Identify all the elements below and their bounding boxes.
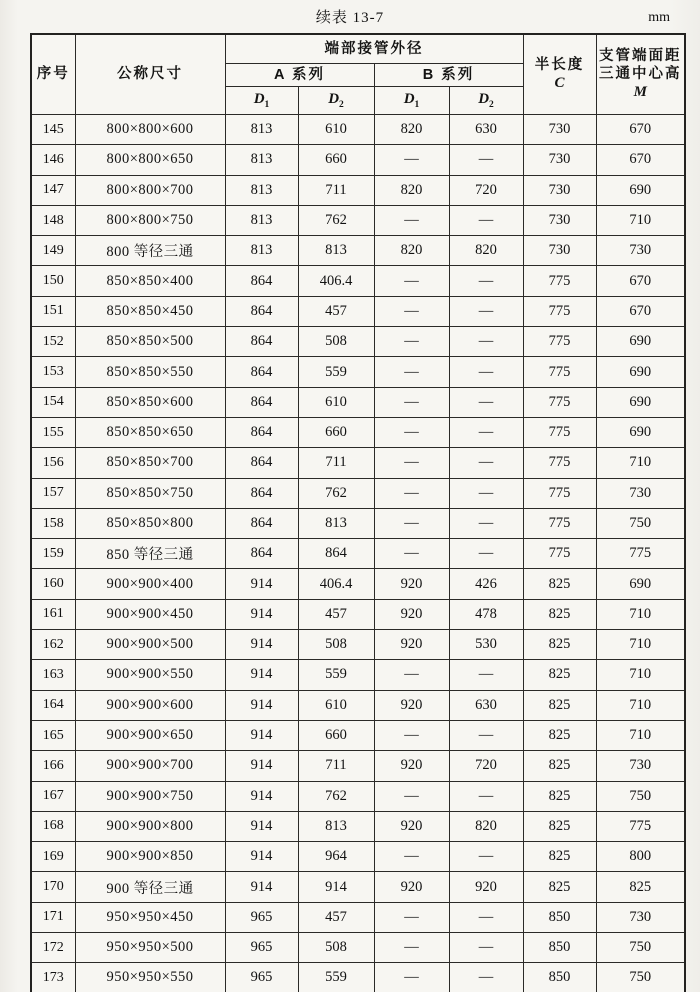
cell-half-length: 825: [523, 599, 596, 629]
cell-nominal-size: 950×950×500: [75, 933, 225, 963]
cell-a-d2: 508: [298, 933, 374, 963]
cell-a-d1: 813: [225, 115, 298, 145]
table-row: [31, 205, 685, 235]
cell-a-d1: 864: [225, 417, 298, 447]
cell-a-d1: 914: [225, 781, 298, 811]
cell-nominal-size: 800 等径三通: [75, 236, 225, 266]
table-row: [31, 811, 685, 841]
cell-m-height: 800: [596, 842, 685, 872]
cell-a-d1: 965: [225, 963, 298, 992]
cell-serial-number: 156: [31, 448, 75, 478]
table-row: [31, 539, 685, 569]
cell-half-length: 775: [523, 417, 596, 447]
cell-b-d1: —: [374, 933, 449, 963]
cell-b-d2: 720: [449, 175, 523, 205]
cell-b-d1: —: [374, 902, 449, 932]
cell-m-height: 710: [596, 720, 685, 750]
cell-half-length: 825: [523, 660, 596, 690]
cell-a-d2: 711: [298, 175, 374, 205]
cell-nominal-size: 950×950×450: [75, 902, 225, 932]
cell-b-d1: 920: [374, 811, 449, 841]
cell-half-length: 730: [523, 115, 596, 145]
cell-half-length: 775: [523, 327, 596, 357]
cell-m-height: 750: [596, 933, 685, 963]
cell-b-d2: —: [449, 842, 523, 872]
cell-serial-number: 146: [31, 145, 75, 175]
cell-a-d1: 965: [225, 933, 298, 963]
header-serial-number: 序号: [31, 34, 75, 115]
cell-a-d1: 914: [225, 842, 298, 872]
header-a-d2: [298, 87, 374, 115]
cell-b-d2: —: [449, 296, 523, 326]
cell-half-length: 730: [523, 145, 596, 175]
cell-a-d2: 457: [298, 902, 374, 932]
cell-nominal-size: 800×800×700: [75, 175, 225, 205]
cell-b-d1: —: [374, 842, 449, 872]
cell-b-d2: —: [449, 933, 523, 963]
header-a-d1: [225, 87, 298, 115]
table-row: [31, 417, 685, 447]
cell-a-d2: 559: [298, 357, 374, 387]
cell-half-length: 775: [523, 296, 596, 326]
cell-serial-number: 148: [31, 205, 75, 235]
table-row: [31, 236, 685, 266]
cell-nominal-size: 850×850×400: [75, 266, 225, 296]
cell-b-d2: 478: [449, 599, 523, 629]
cell-a-d1: 864: [225, 508, 298, 538]
cell-b-d2: 426: [449, 569, 523, 599]
cell-a-d1: 864: [225, 327, 298, 357]
cell-a-d2: 762: [298, 205, 374, 235]
m-label-line2: 三通中心高: [599, 66, 682, 83]
d2-subscript: 2: [339, 99, 344, 110]
m-label-line1: 支管端面距: [599, 48, 682, 64]
table-row: [31, 720, 685, 750]
cell-b-d1: —: [374, 448, 449, 478]
cell-a-d2: 660: [298, 417, 374, 447]
cell-m-height: 775: [596, 811, 685, 841]
cell-a-d2: 610: [298, 115, 374, 145]
cell-half-length: 730: [523, 236, 596, 266]
cell-nominal-size: 850 等径三通: [75, 539, 225, 569]
table-row: [31, 660, 685, 690]
cell-a-d2: 559: [298, 660, 374, 690]
cell-b-d2: 530: [449, 630, 523, 660]
table-row: [31, 448, 685, 478]
cell-serial-number: 145: [31, 115, 75, 145]
cell-b-d1: —: [374, 478, 449, 508]
cell-b-d2: —: [449, 539, 523, 569]
table-row: [31, 933, 685, 963]
cell-a-d1: 914: [225, 720, 298, 750]
cell-a-d2: 610: [298, 387, 374, 417]
cell-half-length: 825: [523, 720, 596, 750]
table-body: [31, 115, 685, 992]
d-letter: D: [328, 90, 340, 107]
cell-b-d1: —: [374, 327, 449, 357]
cell-m-height: 750: [596, 508, 685, 538]
cell-b-d2: —: [449, 902, 523, 932]
cell-a-d2: 610: [298, 690, 374, 720]
cell-nominal-size: 900×900×750: [75, 781, 225, 811]
cell-a-d2: 406.4: [298, 266, 374, 296]
d-letter: D: [403, 90, 415, 107]
table-row: [31, 357, 685, 387]
cell-b-d2: —: [449, 660, 523, 690]
cell-nominal-size: 850×850×750: [75, 478, 225, 508]
cell-a-d2: 813: [298, 236, 374, 266]
cell-b-d1: —: [374, 539, 449, 569]
cell-half-length: 850: [523, 902, 596, 932]
d-letter: D: [478, 90, 490, 107]
cell-b-d1: 920: [374, 569, 449, 599]
cell-a-d1: 914: [225, 660, 298, 690]
cell-b-d1: —: [374, 266, 449, 296]
cell-a-d1: 813: [225, 236, 298, 266]
cell-m-height: 670: [596, 145, 685, 175]
cell-b-d1: 920: [374, 690, 449, 720]
cell-serial-number: 149: [31, 236, 75, 266]
table-row: [31, 751, 685, 781]
header-series-b: B 系列: [374, 64, 523, 87]
table-row: [31, 508, 685, 538]
header-nominal-size: 公称尺寸: [75, 34, 225, 115]
cell-b-d2: —: [449, 781, 523, 811]
cell-a-d2: 914: [298, 872, 374, 902]
cell-a-d1: 914: [225, 599, 298, 629]
cell-half-length: 775: [523, 448, 596, 478]
cell-a-d1: 864: [225, 296, 298, 326]
header-b-d1: [374, 87, 449, 115]
cell-a-d2: 406.4: [298, 569, 374, 599]
cell-b-d1: —: [374, 720, 449, 750]
cell-serial-number: 163: [31, 660, 75, 690]
table-row: [31, 115, 685, 145]
cell-b-d1: —: [374, 417, 449, 447]
cell-a-d2: 457: [298, 296, 374, 326]
cell-half-length: 850: [523, 933, 596, 963]
table-header: [31, 34, 685, 115]
cell-b-d2: —: [449, 327, 523, 357]
cell-nominal-size: 900×900×450: [75, 599, 225, 629]
cell-b-d2: —: [449, 963, 523, 992]
table-row: [31, 902, 685, 932]
cell-b-d2: —: [449, 387, 523, 417]
cell-b-d1: —: [374, 387, 449, 417]
cell-m-height: 730: [596, 751, 685, 781]
cell-a-d2: 660: [298, 720, 374, 750]
cell-b-d1: —: [374, 145, 449, 175]
cell-a-d2: 508: [298, 630, 374, 660]
cell-half-length: 730: [523, 205, 596, 235]
cell-nominal-size: 900×900×850: [75, 842, 225, 872]
cell-a-d1: 864: [225, 478, 298, 508]
cell-b-d1: —: [374, 781, 449, 811]
table-row: [31, 266, 685, 296]
table-row: [31, 145, 685, 175]
cell-a-d1: 864: [225, 448, 298, 478]
cell-m-height: 750: [596, 963, 685, 992]
cell-a-d2: 864: [298, 539, 374, 569]
cell-nominal-size: 900×900×700: [75, 751, 225, 781]
cell-half-length: 825: [523, 751, 596, 781]
cell-b-d2: 820: [449, 236, 523, 266]
cell-m-height: 690: [596, 327, 685, 357]
cell-half-length: 775: [523, 539, 596, 569]
cell-nominal-size: 850×850×450: [75, 296, 225, 326]
table-row: [31, 478, 685, 508]
cell-nominal-size: 850×850×700: [75, 448, 225, 478]
table-row: [31, 175, 685, 205]
cell-half-length: 730: [523, 175, 596, 205]
cell-b-d1: —: [374, 963, 449, 992]
cell-serial-number: 147: [31, 175, 75, 205]
cell-a-d2: 813: [298, 508, 374, 538]
cell-half-length: 775: [523, 387, 596, 417]
cell-nominal-size: 800×800×650: [75, 145, 225, 175]
cell-serial-number: 166: [31, 751, 75, 781]
cell-b-d1: 820: [374, 236, 449, 266]
cell-serial-number: 158: [31, 508, 75, 538]
cell-m-height: 690: [596, 569, 685, 599]
cell-m-height: 690: [596, 357, 685, 387]
cell-b-d1: —: [374, 357, 449, 387]
cell-m-height: 670: [596, 296, 685, 326]
table-row: [31, 872, 685, 902]
cell-nominal-size: 900×900×500: [75, 630, 225, 660]
cell-nominal-size: 950×950×550: [75, 963, 225, 992]
cell-nominal-size: 850×850×800: [75, 508, 225, 538]
cell-b-d2: —: [449, 720, 523, 750]
cell-serial-number: 151: [31, 296, 75, 326]
header-series-a: A 系列: [225, 64, 374, 87]
cell-m-height: 730: [596, 902, 685, 932]
cell-m-height: 710: [596, 599, 685, 629]
table-row: [31, 327, 685, 357]
cell-b-d2: —: [449, 448, 523, 478]
cell-nominal-size: 850×850×550: [75, 357, 225, 387]
cell-m-height: 825: [596, 872, 685, 902]
table-row: [31, 842, 685, 872]
cell-nominal-size: 850×850×500: [75, 327, 225, 357]
cell-serial-number: 161: [31, 599, 75, 629]
cell-serial-number: 153: [31, 357, 75, 387]
header-branch-end-to-center-height-m: [596, 34, 685, 115]
cell-b-d2: —: [449, 145, 523, 175]
cell-a-d1: 864: [225, 387, 298, 417]
cell-a-d1: 914: [225, 811, 298, 841]
cell-a-d1: 864: [225, 357, 298, 387]
cell-m-height: 670: [596, 115, 685, 145]
cell-b-d2: —: [449, 357, 523, 387]
cell-a-d1: 914: [225, 690, 298, 720]
cell-m-height: 690: [596, 387, 685, 417]
cell-serial-number: 165: [31, 720, 75, 750]
cell-a-d2: 660: [298, 145, 374, 175]
cell-a-d2: 762: [298, 478, 374, 508]
cell-a-d2: 711: [298, 448, 374, 478]
cell-half-length: 775: [523, 508, 596, 538]
cell-m-height: 690: [596, 175, 685, 205]
cell-nominal-size: 800×800×600: [75, 115, 225, 145]
cell-b-d2: —: [449, 266, 523, 296]
cell-serial-number: 172: [31, 933, 75, 963]
half-length-label: 半长度: [534, 57, 585, 74]
cell-half-length: 825: [523, 630, 596, 660]
cell-half-length: 825: [523, 690, 596, 720]
cell-b-d2: —: [449, 417, 523, 447]
cell-nominal-size: 900×900×800: [75, 811, 225, 841]
cell-b-d1: —: [374, 296, 449, 326]
table-row: [31, 963, 685, 992]
d2-subscript: 2: [489, 99, 494, 110]
table-row: [31, 387, 685, 417]
cell-half-length: 825: [523, 781, 596, 811]
cell-serial-number: 168: [31, 811, 75, 841]
cell-serial-number: 167: [31, 781, 75, 811]
cell-a-d2: 457: [298, 599, 374, 629]
cell-half-length: 775: [523, 478, 596, 508]
d1-subscript: 1: [414, 99, 420, 110]
cell-a-d2: 508: [298, 327, 374, 357]
cell-serial-number: 154: [31, 387, 75, 417]
cell-m-height: 710: [596, 448, 685, 478]
table-row: [31, 296, 685, 326]
cell-a-d1: 914: [225, 872, 298, 902]
cell-m-height: 710: [596, 660, 685, 690]
cell-b-d2: 630: [449, 690, 523, 720]
cell-m-height: 750: [596, 781, 685, 811]
cell-nominal-size: 850×850×650: [75, 417, 225, 447]
cell-half-length: 825: [523, 811, 596, 841]
cell-m-height: 710: [596, 630, 685, 660]
cell-half-length: 850: [523, 963, 596, 992]
cell-b-d1: 920: [374, 630, 449, 660]
table-row: [31, 690, 685, 720]
cell-b-d1: 820: [374, 115, 449, 145]
cell-a-d2: 711: [298, 751, 374, 781]
cell-nominal-size: 900×900×600: [75, 690, 225, 720]
page-title: 续表 13-7: [315, 10, 385, 26]
cell-nominal-size: 900×900×650: [75, 720, 225, 750]
cell-b-d2: 720: [449, 751, 523, 781]
cell-serial-number: 164: [31, 690, 75, 720]
cell-b-d1: 920: [374, 599, 449, 629]
cell-nominal-size: 900×900×400: [75, 569, 225, 599]
cell-half-length: 775: [523, 357, 596, 387]
cell-m-height: 710: [596, 205, 685, 235]
table-row: [31, 781, 685, 811]
cell-half-length: 775: [523, 266, 596, 296]
table-row: [31, 599, 685, 629]
cell-a-d1: 813: [225, 175, 298, 205]
cell-m-height: 775: [596, 539, 685, 569]
cell-serial-number: 157: [31, 478, 75, 508]
cell-b-d1: 820: [374, 175, 449, 205]
cell-nominal-size: 900 等径三通: [75, 872, 225, 902]
cell-half-length: 825: [523, 872, 596, 902]
cell-serial-number: 171: [31, 902, 75, 932]
cell-a-d2: 964: [298, 842, 374, 872]
unit-label: mm: [648, 10, 670, 25]
cell-b-d2: 920: [449, 872, 523, 902]
cell-a-d2: 559: [298, 963, 374, 992]
cell-m-height: 670: [596, 266, 685, 296]
cell-serial-number: 155: [31, 417, 75, 447]
cell-m-height: 710: [596, 690, 685, 720]
cell-a-d1: 914: [225, 751, 298, 781]
cell-b-d1: —: [374, 660, 449, 690]
table-row: [31, 569, 685, 599]
cell-nominal-size: 800×800×750: [75, 205, 225, 235]
cell-serial-number: 159: [31, 539, 75, 569]
cell-m-height: 690: [596, 417, 685, 447]
cell-a-d2: 813: [298, 811, 374, 841]
cell-a-d1: 813: [225, 145, 298, 175]
cell-serial-number: 162: [31, 630, 75, 660]
cell-a-d1: 914: [225, 630, 298, 660]
cell-b-d2: —: [449, 508, 523, 538]
table-row: [31, 630, 685, 660]
cell-b-d1: 920: [374, 751, 449, 781]
cell-a-d1: 864: [225, 539, 298, 569]
cell-serial-number: 173: [31, 963, 75, 992]
cell-m-height: 730: [596, 236, 685, 266]
cell-serial-number: 169: [31, 842, 75, 872]
header-end-pipe-outer-diameter: 端部接管外径: [225, 34, 523, 64]
cell-a-d1: 813: [225, 205, 298, 235]
cell-half-length: 825: [523, 569, 596, 599]
title-row: [0, 6, 700, 30]
header-half-length-c: [523, 34, 596, 115]
cell-b-d2: 820: [449, 811, 523, 841]
cell-a-d1: 864: [225, 266, 298, 296]
cell-serial-number: 150: [31, 266, 75, 296]
cell-serial-number: 170: [31, 872, 75, 902]
m-symbol: M: [633, 84, 647, 101]
cell-b-d1: 920: [374, 872, 449, 902]
cell-a-d1: 965: [225, 902, 298, 932]
pipe-tee-dimension-table: [30, 33, 686, 992]
d1-subscript: 1: [264, 99, 270, 110]
d-letter: D: [253, 90, 265, 107]
cell-a-d1: 914: [225, 569, 298, 599]
cell-b-d1: —: [374, 205, 449, 235]
header-b-d2: [449, 87, 523, 115]
cell-m-height: 730: [596, 478, 685, 508]
cell-b-d2: —: [449, 478, 523, 508]
cell-serial-number: 160: [31, 569, 75, 599]
cell-serial-number: 152: [31, 327, 75, 357]
cell-nominal-size: 850×850×600: [75, 387, 225, 417]
half-length-symbol: C: [554, 75, 565, 92]
cell-b-d2: —: [449, 205, 523, 235]
cell-a-d2: 762: [298, 781, 374, 811]
cell-nominal-size: 900×900×550: [75, 660, 225, 690]
cell-b-d2: 630: [449, 115, 523, 145]
cell-half-length: 825: [523, 842, 596, 872]
cell-b-d1: —: [374, 508, 449, 538]
